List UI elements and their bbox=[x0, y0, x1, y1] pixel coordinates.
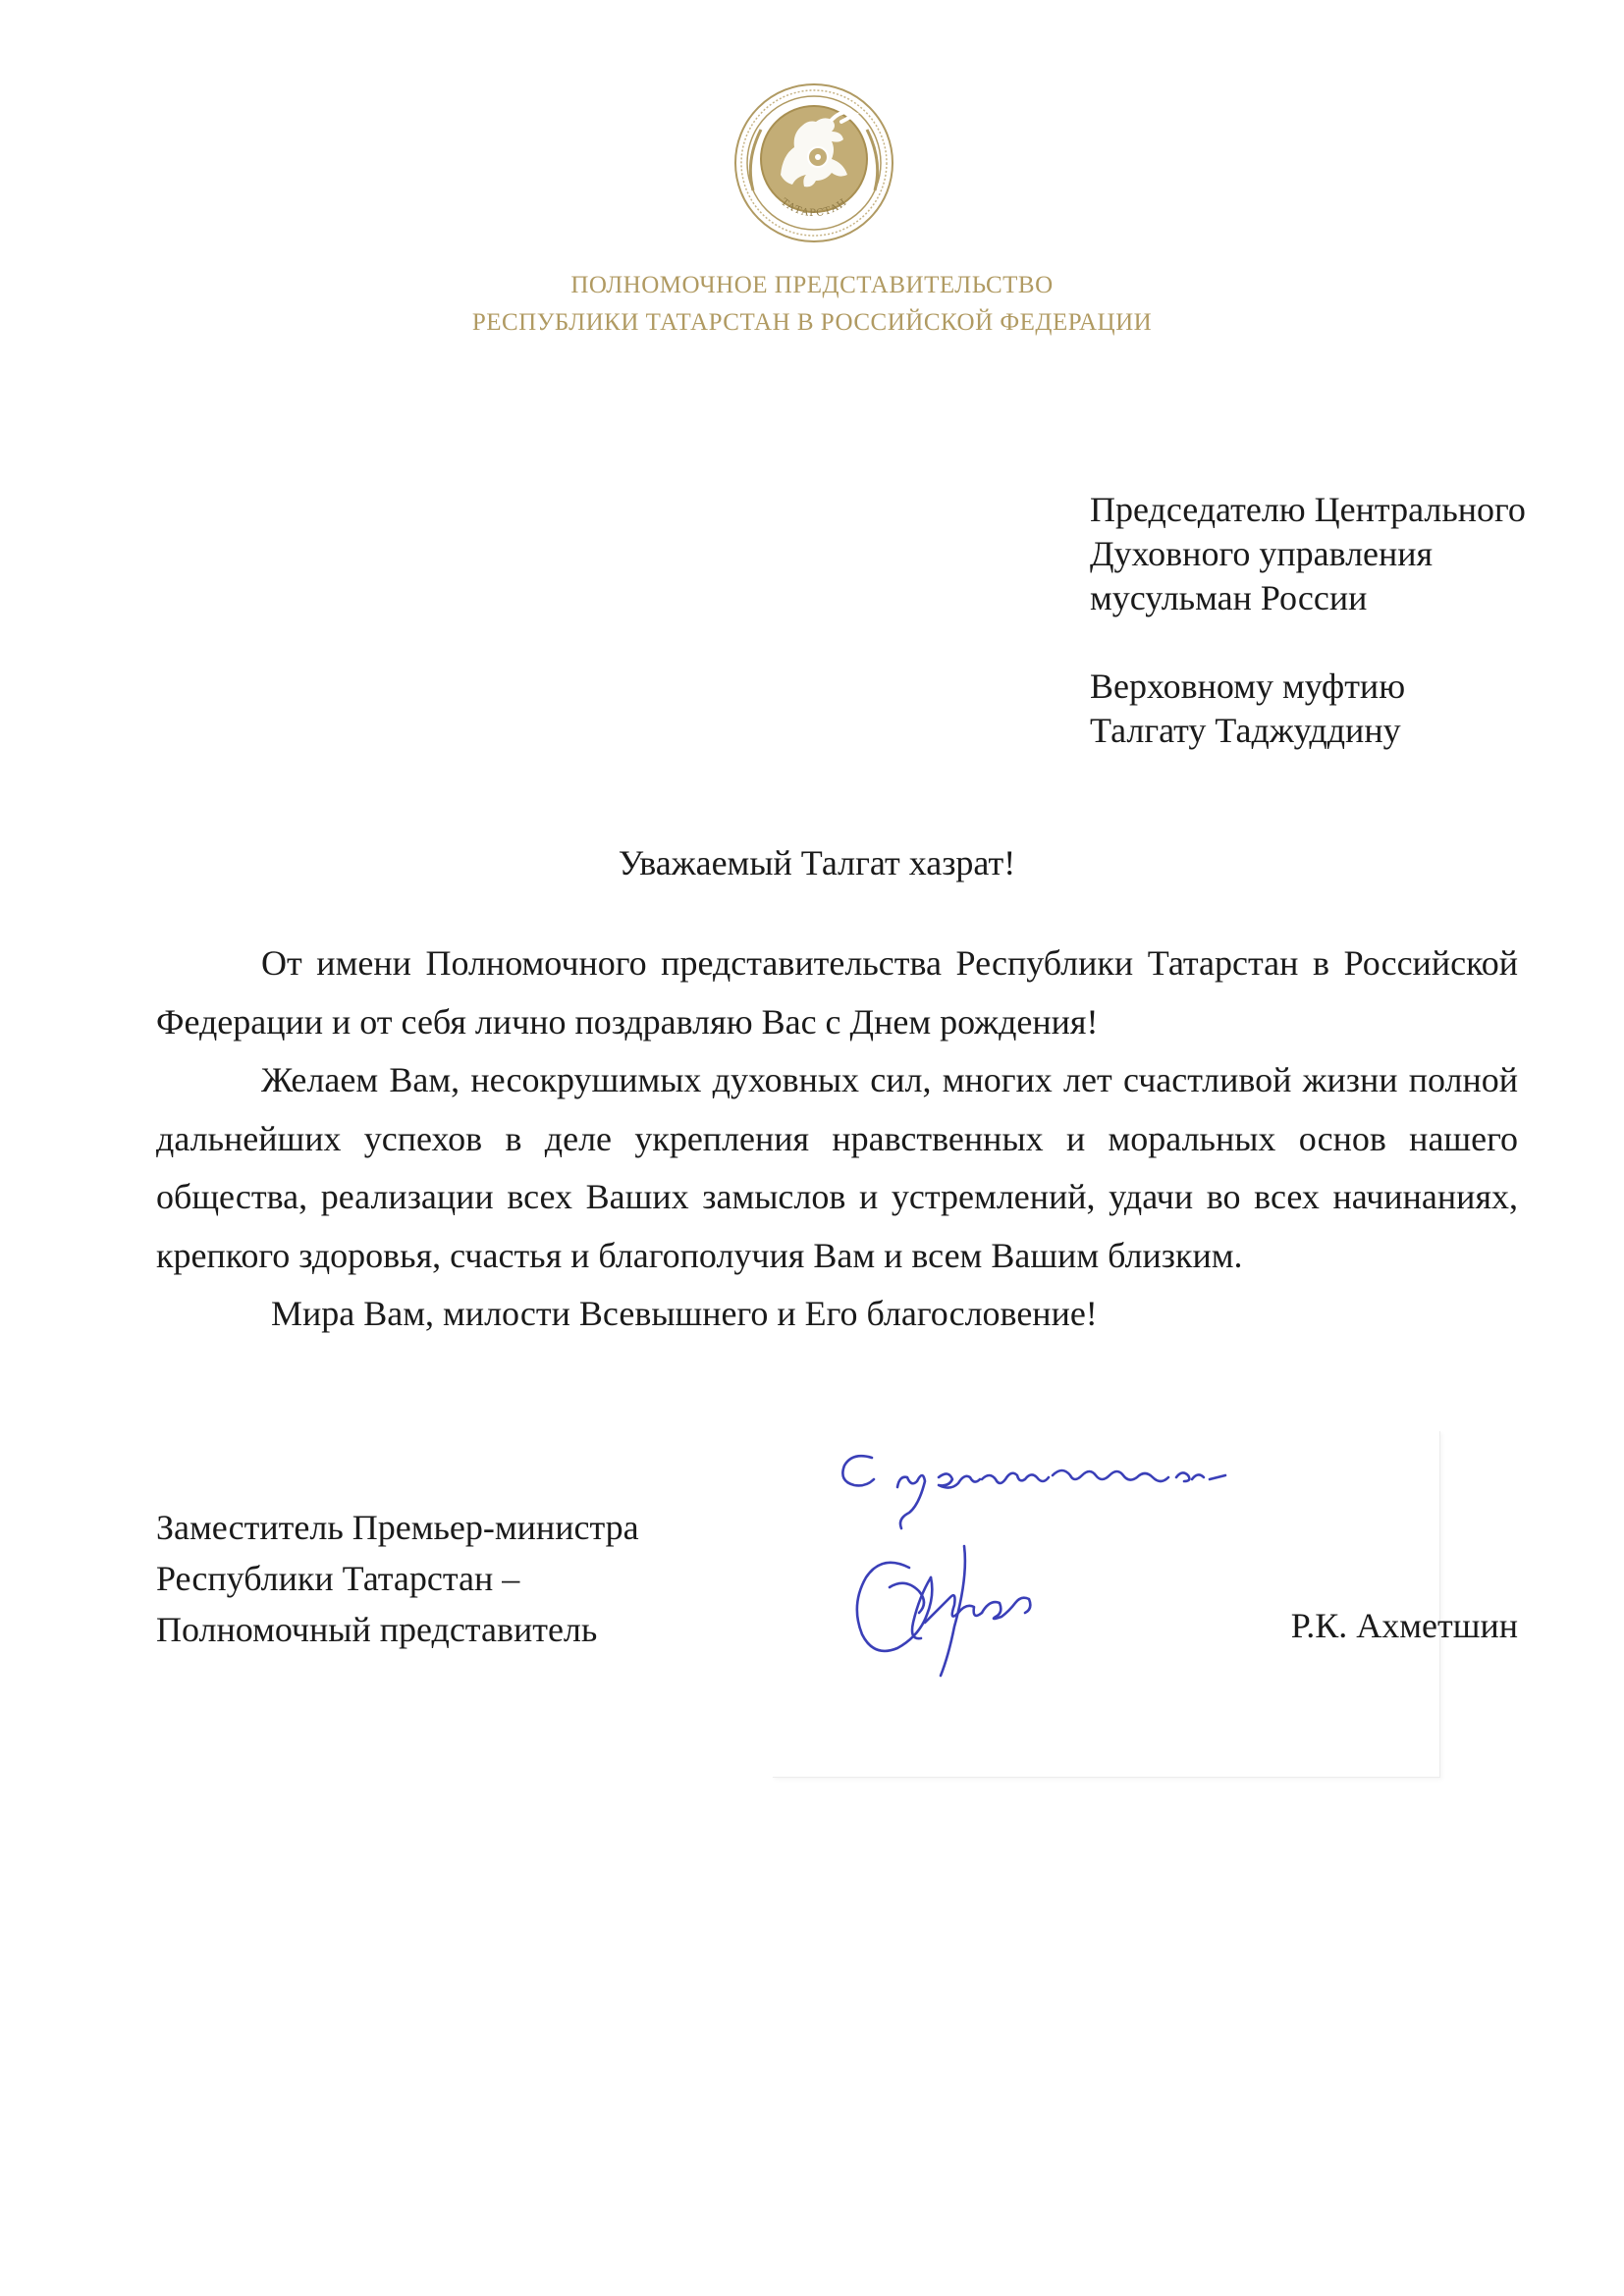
addressee-line: Талгату Таджуддину bbox=[1090, 711, 1401, 750]
body-paragraph: Мира Вам, милости Всевышнего и Его благословение! bbox=[271, 1294, 1098, 1333]
addressee-organization bbox=[1090, 488, 1526, 620]
signer-name: Р.К. Ахметшин bbox=[1290, 1606, 1518, 1645]
tatarstan-emblem-icon bbox=[733, 82, 894, 243]
signer-position bbox=[156, 1502, 639, 1655]
letterhead-org-line-1: ПОЛНОМОЧНОЕ ПРЕДСТАВИТЕЛЬСТВО bbox=[570, 272, 1054, 298]
addressee-line: Духовного управления bbox=[1090, 534, 1434, 573]
salutation: Уважаемый Талгат хазрат! bbox=[618, 843, 1016, 882]
letter-body bbox=[156, 934, 1518, 1344]
signer-position-line: Полномочный представитель bbox=[156, 1610, 598, 1649]
addressee-line: Верховному муфтию bbox=[1090, 667, 1406, 706]
letterhead-org-line-2: РЕСПУБЛИКИ ТАТАРСТАН В РОССИЙСКОЙ ФЕДЕРАЦИИ bbox=[471, 309, 1153, 336]
addressee-line: Председателю Центрального bbox=[1090, 490, 1526, 529]
signer-position-line: Республики Татарстан – bbox=[156, 1559, 520, 1598]
svg-text:ТАТАРСТАН: ТАТАРСТАН bbox=[778, 196, 850, 220]
addressee-line: мусульман России bbox=[1090, 578, 1368, 617]
signer-position-line: Заместитель Премьер-министра bbox=[156, 1508, 639, 1547]
addressee-person bbox=[1090, 665, 1405, 753]
body-paragraph: Желаем Вам, несокрушимых духовных сил, многих лет счастливой жизни полной дальнейших успехов в деле укрепления нравственных и моральных основ нашего общества, реализации всех Ваших замыслов и устремлений, удачи во всех начинаниях, крепкого здоровья, счастья и благополучия Вам и всем Вашим близким. bbox=[156, 1060, 1518, 1275]
body-paragraph: От имени Полномочного представительства Республики Татарстан в Российской Федерации и от себя лично поздравляю Вас с Днем рождения! bbox=[156, 943, 1518, 1041]
